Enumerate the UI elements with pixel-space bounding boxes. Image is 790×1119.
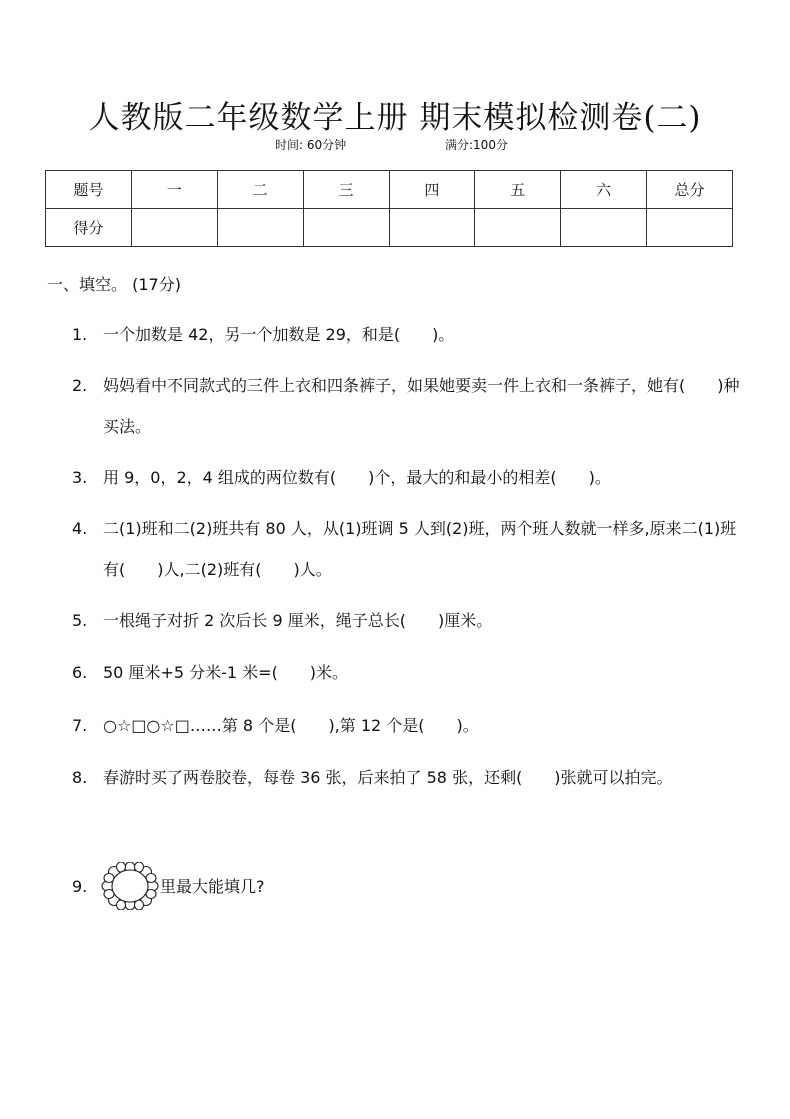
score-cell[interactable] bbox=[303, 209, 389, 247]
question-number: 4. bbox=[72, 519, 88, 538]
question-number: 1. bbox=[72, 325, 88, 344]
question-number: 6. bbox=[72, 663, 88, 682]
question-text: 一根绳子对折 2 次后长 9 厘米，绳子总长( )厘米。 bbox=[103, 611, 493, 630]
flower-icon bbox=[101, 862, 159, 910]
score-cell[interactable] bbox=[561, 209, 647, 247]
question-4 bbox=[72, 508, 752, 590]
question-text: 二(1)班和二(2)班共有 80 人，从(1)班调 5 人到(2)班，两个班人数就一样多,原来二(1)班有( )人,二(2)班有( )人。 bbox=[103, 519, 737, 579]
question-6 bbox=[72, 652, 752, 693]
header-cell: 一 bbox=[131, 171, 217, 209]
question-text: 春游时买了两卷胶卷，每卷 36 张，后来拍了 58 张，还剩( )张就可以拍完。 bbox=[103, 768, 673, 787]
score-table-score-row bbox=[46, 209, 733, 247]
header-cell: 二 bbox=[217, 171, 303, 209]
question-1 bbox=[72, 314, 752, 355]
question-8 bbox=[72, 757, 752, 798]
question-9-text: 里最大能填几? bbox=[160, 877, 265, 896]
question-7 bbox=[72, 705, 752, 746]
question-number: 2. bbox=[72, 376, 88, 395]
question-text: 用 9，0，2，4 组成的两位数有( )个，最大的和最小的相差( )。 bbox=[103, 468, 611, 487]
question-text: 妈妈看中不同款式的三件上衣和四条裤子，如果她要卖一件上衣和一条裤子，她有( )种买法。 bbox=[103, 376, 740, 436]
question-number: 7. bbox=[72, 716, 88, 735]
question-number: 9. bbox=[72, 877, 88, 896]
score-cell[interactable] bbox=[389, 209, 475, 247]
page-title: 人教版二年级数学上册 期末模拟检测卷(二) bbox=[88, 100, 702, 136]
score-table bbox=[45, 170, 733, 247]
question-5 bbox=[72, 600, 752, 641]
question-text: 一个加数是 42，另一个加数是 29，和是( )。 bbox=[103, 325, 455, 344]
full-score: 满分:100分 bbox=[445, 138, 508, 152]
score-cell[interactable] bbox=[475, 209, 561, 247]
score-cell[interactable] bbox=[131, 209, 217, 247]
header-cell: 总分 bbox=[647, 171, 733, 209]
section-heading: 一、填空。 (17分) bbox=[47, 275, 181, 294]
score-cell[interactable] bbox=[217, 209, 303, 247]
question-2 bbox=[72, 365, 752, 447]
header-cell: 三 bbox=[303, 171, 389, 209]
header-cell: 六 bbox=[561, 171, 647, 209]
score-label-cell: 得分 bbox=[46, 209, 132, 247]
header-cell: 五 bbox=[475, 171, 561, 209]
exam-time: 时间: 60分钟 bbox=[275, 138, 347, 152]
question-3 bbox=[72, 457, 752, 498]
question-number: 3. bbox=[72, 468, 88, 487]
score-table-header-row bbox=[46, 171, 733, 209]
question-text: ○☆□○☆□……第 8 个是( ),第 12 个是( )。 bbox=[103, 716, 479, 735]
score-cell[interactable] bbox=[647, 209, 733, 247]
header-cell: 题号 bbox=[46, 171, 132, 209]
question-number: 8. bbox=[72, 768, 88, 787]
question-text: 50 厘米+5 分米-1 米=( )米。 bbox=[103, 663, 349, 682]
header-cell: 四 bbox=[389, 171, 475, 209]
question-number: 5. bbox=[72, 611, 88, 630]
